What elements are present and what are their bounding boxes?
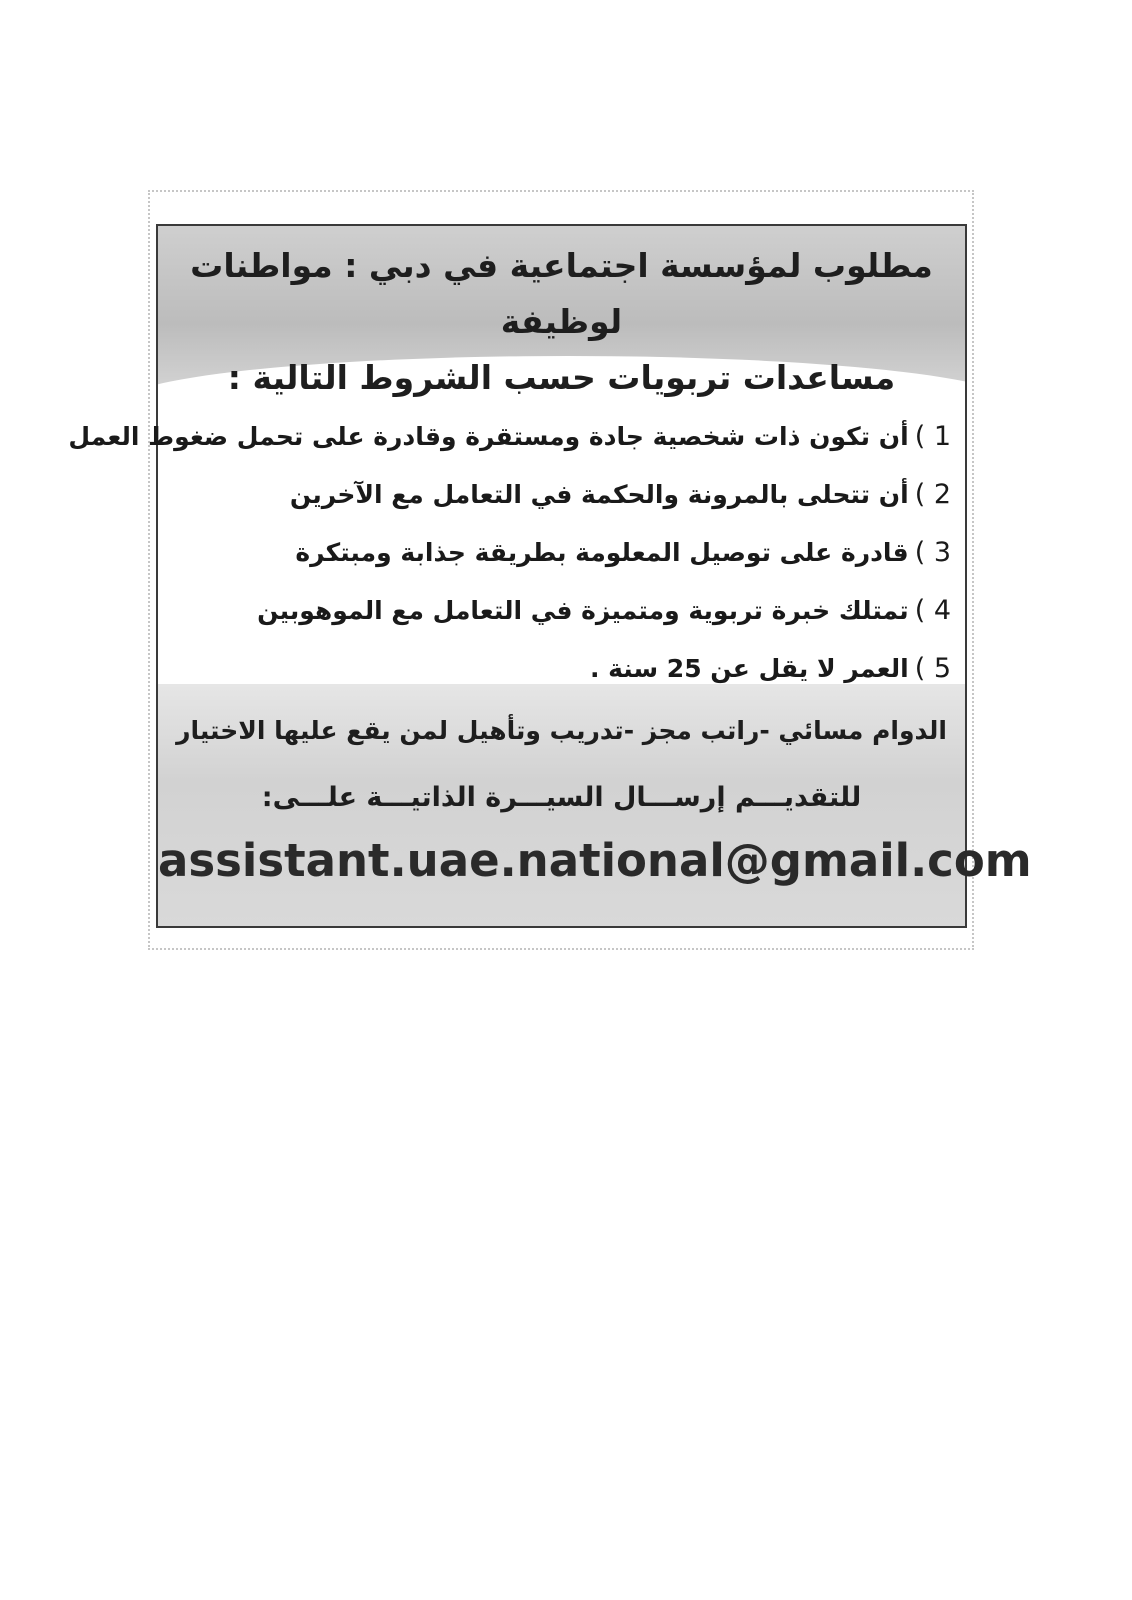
condition-item: [68, 408, 951, 466]
condition-item: [176, 524, 951, 582]
condition-text: العمر لا يقل عن 25 سنة .: [589, 654, 909, 683]
job-ad-box: [68, 224, 1032, 928]
scan-dotted-left: [148, 190, 152, 950]
condition-number: 2 ): [914, 479, 951, 510]
ad-headline: [184, 238, 939, 406]
headline-line-1: مطلوب لمؤسسة اجتماعية في دبي : مواطنات لوظيفة: [190, 246, 933, 341]
conditions-list: [68, 408, 951, 698]
headline-line-2: مساعدات تربويات حسب الشروط التالية :: [227, 358, 896, 397]
condition-item: [176, 466, 951, 524]
contact-email[interactable]: assistant.uae.national@gmail.com: [158, 834, 1032, 887]
condition-item: [176, 582, 951, 640]
condition-number: 5 ): [914, 653, 951, 684]
condition-number: 4 ): [914, 595, 951, 626]
condition-text: أن تكون ذات شخصية جادة ومستقرة وقادرة على تحمل ضغوط العمل: [68, 422, 909, 451]
work-hours-line: الدوام مسائي -راتب مجز -تدريب وتأهيل لمن يقع عليها الاختيار: [176, 716, 947, 745]
apply-instruction: للتقديـــم إرســـال السيـــرة الذاتيـــة علـــى:: [261, 782, 862, 813]
condition-text: قادرة على توصيل المعلومة بطريقة جذابة ومبتكرة: [295, 538, 909, 567]
condition-text: أن تتحلى بالمرونة والحكمة في التعامل مع الآخرين: [289, 480, 909, 509]
condition-number: 3 ): [914, 537, 951, 568]
condition-text: تمتلك خبرة تربوية ومتميزة في التعامل مع الموهوبين: [257, 596, 909, 625]
condition-number: 1 ): [914, 421, 951, 452]
